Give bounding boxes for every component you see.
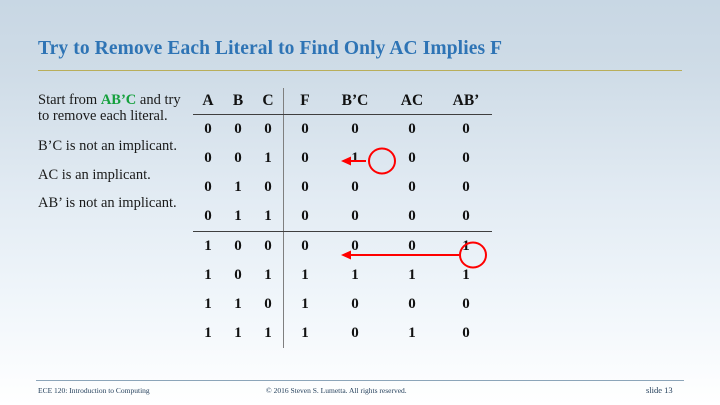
page-title: Try to Remove Each Literal to Find Only AC Implies F xyxy=(38,38,503,59)
cell-c: 0 xyxy=(264,179,272,195)
cell-bprimec: 0 xyxy=(326,202,384,232)
table-row xyxy=(193,202,492,232)
cell-c: 1 xyxy=(264,267,272,283)
cell-b: 1 xyxy=(234,296,242,312)
cell-b: 1 xyxy=(223,202,253,232)
cell-c: 1 xyxy=(253,202,284,232)
explanation-column xyxy=(38,92,183,223)
cell-f: 0 xyxy=(284,115,327,145)
term-abc: AB’C xyxy=(100,92,137,108)
cell-f: 0 xyxy=(284,202,327,232)
cell-abprime: 0 xyxy=(440,202,492,232)
cell-c: 1 xyxy=(264,325,272,341)
cell-abprime: 1 xyxy=(462,267,470,283)
table-row xyxy=(193,173,492,202)
table-row xyxy=(193,115,492,145)
cell-abprime: 0 xyxy=(462,179,470,195)
cell-ac: 0 xyxy=(408,296,416,312)
footer-course-label: ECE 120: Introduction to Computing xyxy=(38,386,150,395)
cell-a: 0 xyxy=(204,150,212,166)
cell-f: 0 xyxy=(284,232,327,262)
column-header-f: F xyxy=(284,88,327,115)
truth-table-container xyxy=(193,88,523,348)
cell-a: 1 xyxy=(204,238,212,254)
cell-b: 1 xyxy=(234,179,242,195)
column-header-b: B xyxy=(223,88,253,115)
footer-divider xyxy=(36,380,684,381)
footer-copyright: © 2016 Steven S. Lumetta. All rights reserved. xyxy=(266,386,407,395)
table-row xyxy=(193,261,492,290)
explanation-text-1a: Start from xyxy=(38,92,101,108)
cell-a: 0 xyxy=(193,202,223,232)
column-header-abprime: AB’ xyxy=(440,88,492,115)
cell-abprime: 0 xyxy=(462,150,470,166)
cell-c: 0 xyxy=(264,121,272,137)
cell-ac: 1 xyxy=(408,267,416,283)
cell-bprimec: 1 xyxy=(351,267,359,283)
table-row xyxy=(193,232,492,262)
column-header-ac: AC xyxy=(384,88,440,115)
cell-ac: 0 xyxy=(384,202,440,232)
truth-table xyxy=(193,88,492,348)
table-row xyxy=(193,290,492,319)
cell-ac: 1 xyxy=(408,325,416,341)
cell-f: 1 xyxy=(284,290,327,319)
cell-f: 1 xyxy=(284,261,327,290)
table-row xyxy=(193,319,492,348)
cell-b: 0 xyxy=(234,238,242,254)
column-header-bprimec: B’C xyxy=(326,88,384,115)
cell-ac: 0 xyxy=(408,150,416,166)
explanation-paragraph-2: B’C is not an implicant. xyxy=(38,138,177,155)
cell-f: 1 xyxy=(284,319,327,348)
table-header-row xyxy=(193,88,492,115)
cell-c: 1 xyxy=(264,150,272,166)
cell-b: 0 xyxy=(234,150,242,166)
cell-bprimec: 0 xyxy=(351,296,359,312)
explanation-paragraph-4: AB’ is not an implicant. xyxy=(38,194,177,211)
cell-abprime: 0 xyxy=(462,121,470,137)
column-header-a: A xyxy=(193,88,223,115)
table-row xyxy=(193,144,492,173)
cell-b: 0 xyxy=(234,267,242,283)
cell-ac: 0 xyxy=(408,179,416,195)
cell-bprimec: 0 xyxy=(351,238,359,254)
explanation-paragraph-1 xyxy=(38,92,183,124)
cell-abprime: 0 xyxy=(462,325,470,341)
cell-a: 1 xyxy=(204,325,212,341)
cell-bprimec: 0 xyxy=(351,121,359,137)
cell-a: 0 xyxy=(204,121,212,137)
cell-b: 0 xyxy=(234,121,242,137)
cell-ac: 0 xyxy=(408,121,416,137)
cell-f: 0 xyxy=(284,173,327,202)
cell-c: 0 xyxy=(264,238,272,254)
explanation-text-1b: and try to remove each literal. xyxy=(38,92,181,125)
cell-f: 0 xyxy=(284,144,327,173)
column-header-c: C xyxy=(253,88,284,115)
cell-abprime: 1 xyxy=(462,238,470,254)
cell-abprime: 0 xyxy=(462,296,470,312)
cell-c: 0 xyxy=(264,296,272,312)
cell-b: 1 xyxy=(234,325,242,341)
footer-slide-number: slide 13 xyxy=(646,385,673,395)
title-divider xyxy=(38,70,682,71)
explanation-paragraph-3: AC is an implicant. xyxy=(38,166,151,183)
cell-a: 0 xyxy=(204,179,212,195)
cell-ac: 0 xyxy=(408,238,416,254)
cell-a: 1 xyxy=(204,267,212,283)
cell-bprimec: 0 xyxy=(351,179,359,195)
cell-bprimec: 1 xyxy=(351,150,359,166)
cell-a: 1 xyxy=(204,296,212,312)
cell-bprimec: 0 xyxy=(351,325,359,341)
